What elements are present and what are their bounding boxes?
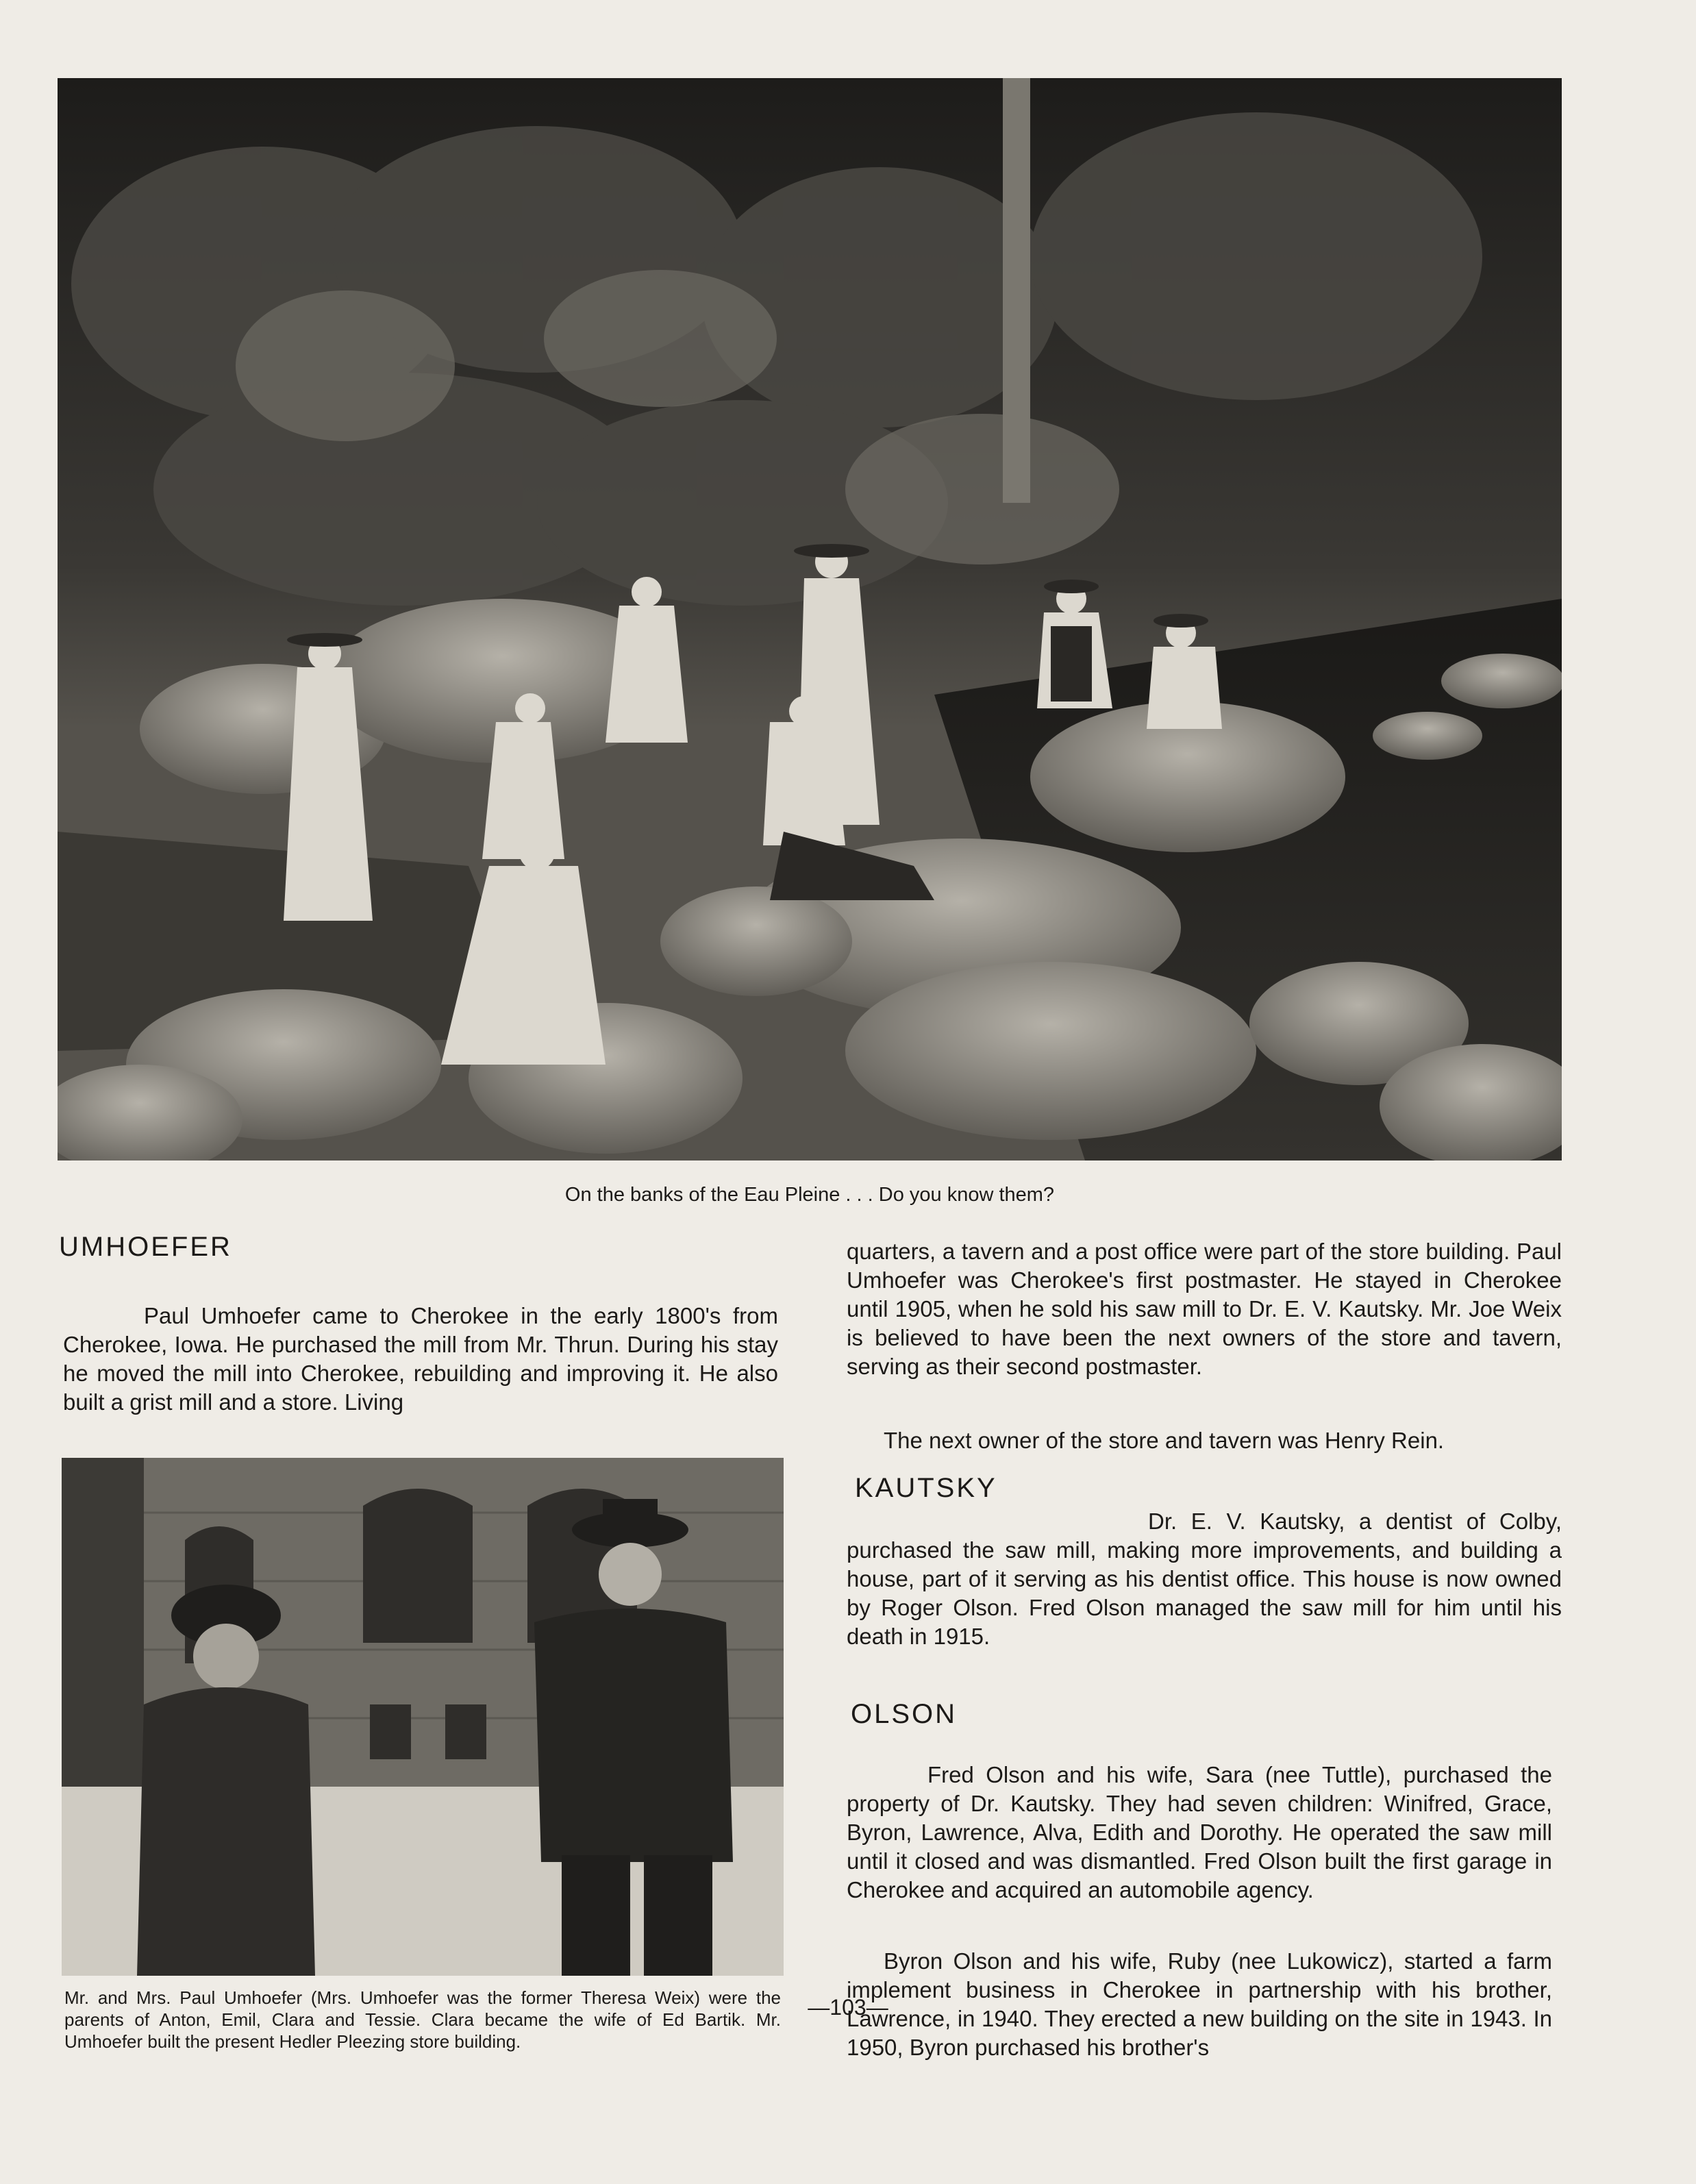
umhoefer-paragraph-1: Paul Umhoefer came to Cherokee in the early 1800's from Cherokee, Iowa. He purchased the mill from Mr. Thrun. During his stay he moved the mill into Cherokee, rebuilding and improving it. He also built a grist mill and a store. Living <box>63 1303 778 1415</box>
umhoefer-paragraph-2: quarters, a tavern and a post office were part of the store building. Paul Umhoefer was Cherokee's first postmaster. He stayed in Cherokee until 1905, when he sold his saw mill to Dr. E. V. Kautsky. Mr. Joe Weix is believed to have been the next owners of the store and tavern, serving as their second postmaster. <box>847 1239 1562 1379</box>
page-number: —103— <box>808 1995 888 2020</box>
kautsky-heading: KAUTSKY <box>855 1473 997 1503</box>
bottom-photo-caption: Mr. and Mrs. Paul Umhoefer (Mrs. Umhoefer was the former Theresa Weix) were the parents of Anton, Emil, Clara and Tessie. Clara became the wife of Ed Bartik. Mr. Umhoefer built the present Hedler Pleezing store building. <box>64 1987 781 2052</box>
umhoefer-paragraph-3: The next owner of the store and tavern was Henry Rein. <box>884 1428 1445 1453</box>
olson-paragraph-1: Fred Olson and his wife, Sara (nee Tuttle), purchased the property of Dr. Kautsky. They had seven children: Winifred, Grace, Byron, Lawrence, Alva, Edith and Dorothy. He operated the saw mill until it closed and was dismantled. Fred Olson built the first garage in Cherokee and acquired an automobile agency. <box>847 1762 1552 1902</box>
kautsky-paragraph-1: Dr. E. V. Kautsky, a dentist of Colby, purchased the saw mill, making more improvements, and building a house, part of it serving as his dentist office. This house is now owned by Roger Olson. Fred Olson managed the saw mill for him until his death in 1915. <box>847 1509 1562 1649</box>
top-photo-caption: On the banks of the Eau Pleine . . . Do you know them? <box>564 1184 1055 1206</box>
riverbank-photo <box>58 78 1562 1161</box>
olson-heading: OLSON <box>851 1699 958 1729</box>
olson-paragraph-2: Byron Olson and his wife, Ruby (nee Lukowicz), started a farm implement business in Cherokee in partnership with his brother, Lawrence, in 1940. They erected a new building on the site in 1943. In 1950, Byron purchased his brother's <box>847 1948 1552 2060</box>
umhoefer-heading: UMHOEFER <box>59 1232 232 1262</box>
umhoefer-portrait-photo <box>62 1458 784 1976</box>
